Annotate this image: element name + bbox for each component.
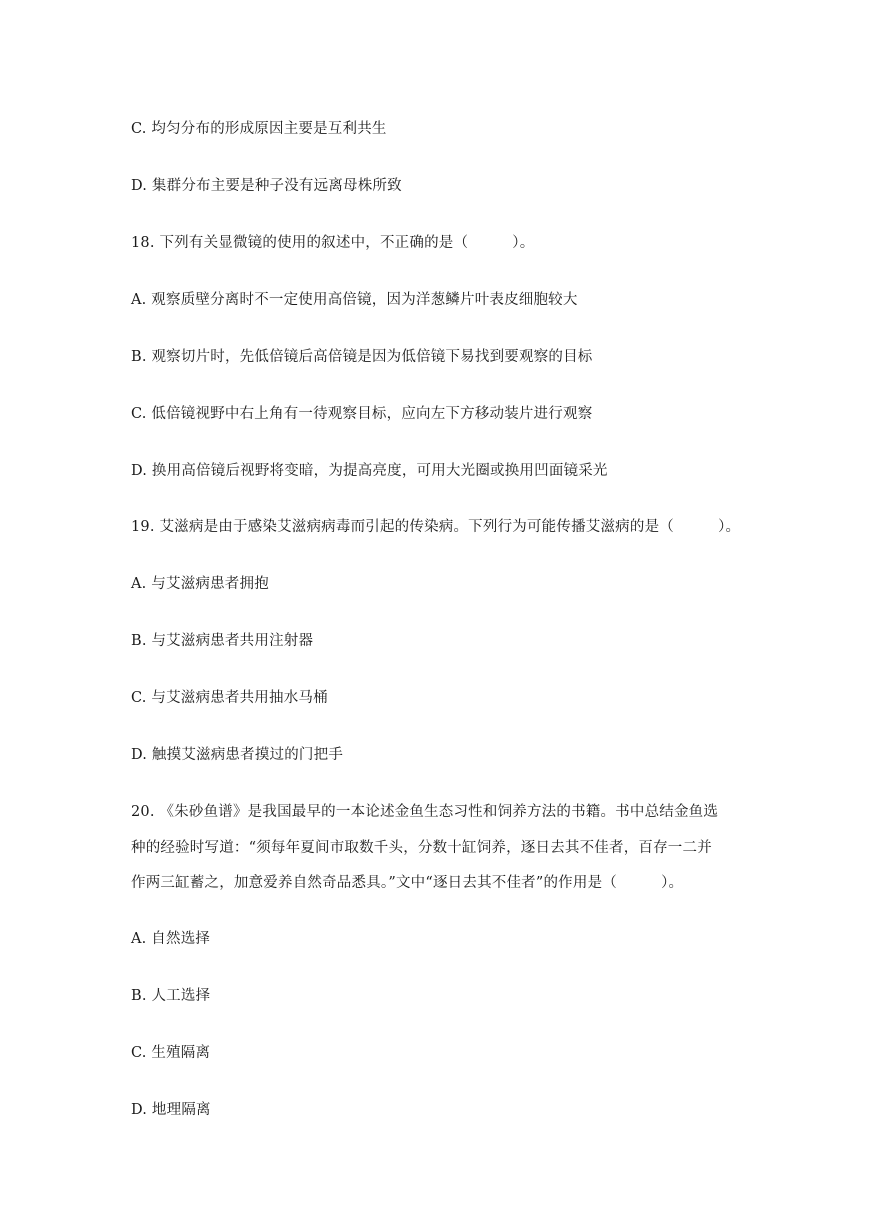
q18-option-a: A. 观察质壁分离时不一定使用高倍镜，因为洋葱鳞片叶表皮细胞较大 bbox=[131, 292, 578, 308]
q20-stem-line-2: 种的经验时写道：“须每年夏间市取数千头，分数十缸饲养，逐日去其不佳者，百存一二并 bbox=[131, 840, 712, 856]
q19-option-d: D. 触摸艾滋病患者摸过的门把手 bbox=[131, 747, 344, 763]
q20-stem-line-3: 作两三缸蓄之，加意爱养自然奇品悉具。”文中“逐日去其不佳者”的作用是（ ）。 bbox=[131, 875, 684, 891]
q20-stem-line-1: 20. 《朱砂鱼谱》是我国最早的一本论述金鱼生态习性和饲养方法的书籍。书中总结金鱼选 bbox=[131, 804, 719, 820]
q19-option-c: C. 与艾滋病患者共用抽水马桶 bbox=[131, 690, 328, 706]
q19-option-b: B. 与艾滋病患者共用注射器 bbox=[131, 633, 314, 649]
q18-stem: 18. 下列有关显微镜的使用的叙述中，不正确的是（ ）。 bbox=[131, 235, 535, 251]
q20-option-a: A. 自然选择 bbox=[131, 931, 211, 947]
q18-option-c: C. 低倍镜视野中右上角有一待观察目标，应向左下方移动装片进行观察 bbox=[131, 406, 593, 422]
q20-option-c: C. 生殖隔离 bbox=[131, 1045, 211, 1061]
q18-option-d: D. 换用高倍镜后视野将变暗，为提高亮度，可用大光圈或换用凹面镜采光 bbox=[131, 463, 608, 479]
q18-option-b: B. 观察切片时，先低倍镜后高倍镜是因为低倍镜下易找到要观察的目标 bbox=[131, 349, 593, 365]
q19-option-a: A. 与艾滋病患者拥抱 bbox=[131, 576, 269, 592]
q17-option-c: C. 均匀分布的形成原因主要是互利共生 bbox=[131, 121, 387, 137]
q20-option-d: D. 地理隔离 bbox=[131, 1102, 211, 1118]
q17-option-d: D. 集群分布主要是种子没有远离母株所致 bbox=[131, 178, 402, 194]
q19-stem: 19. 艾滋病是由于感染艾滋病病毒而引起的传染病。下列行为可能传播艾滋病的是（ ）。 bbox=[131, 519, 741, 535]
q20-option-b: B. 人工选择 bbox=[131, 988, 211, 1004]
